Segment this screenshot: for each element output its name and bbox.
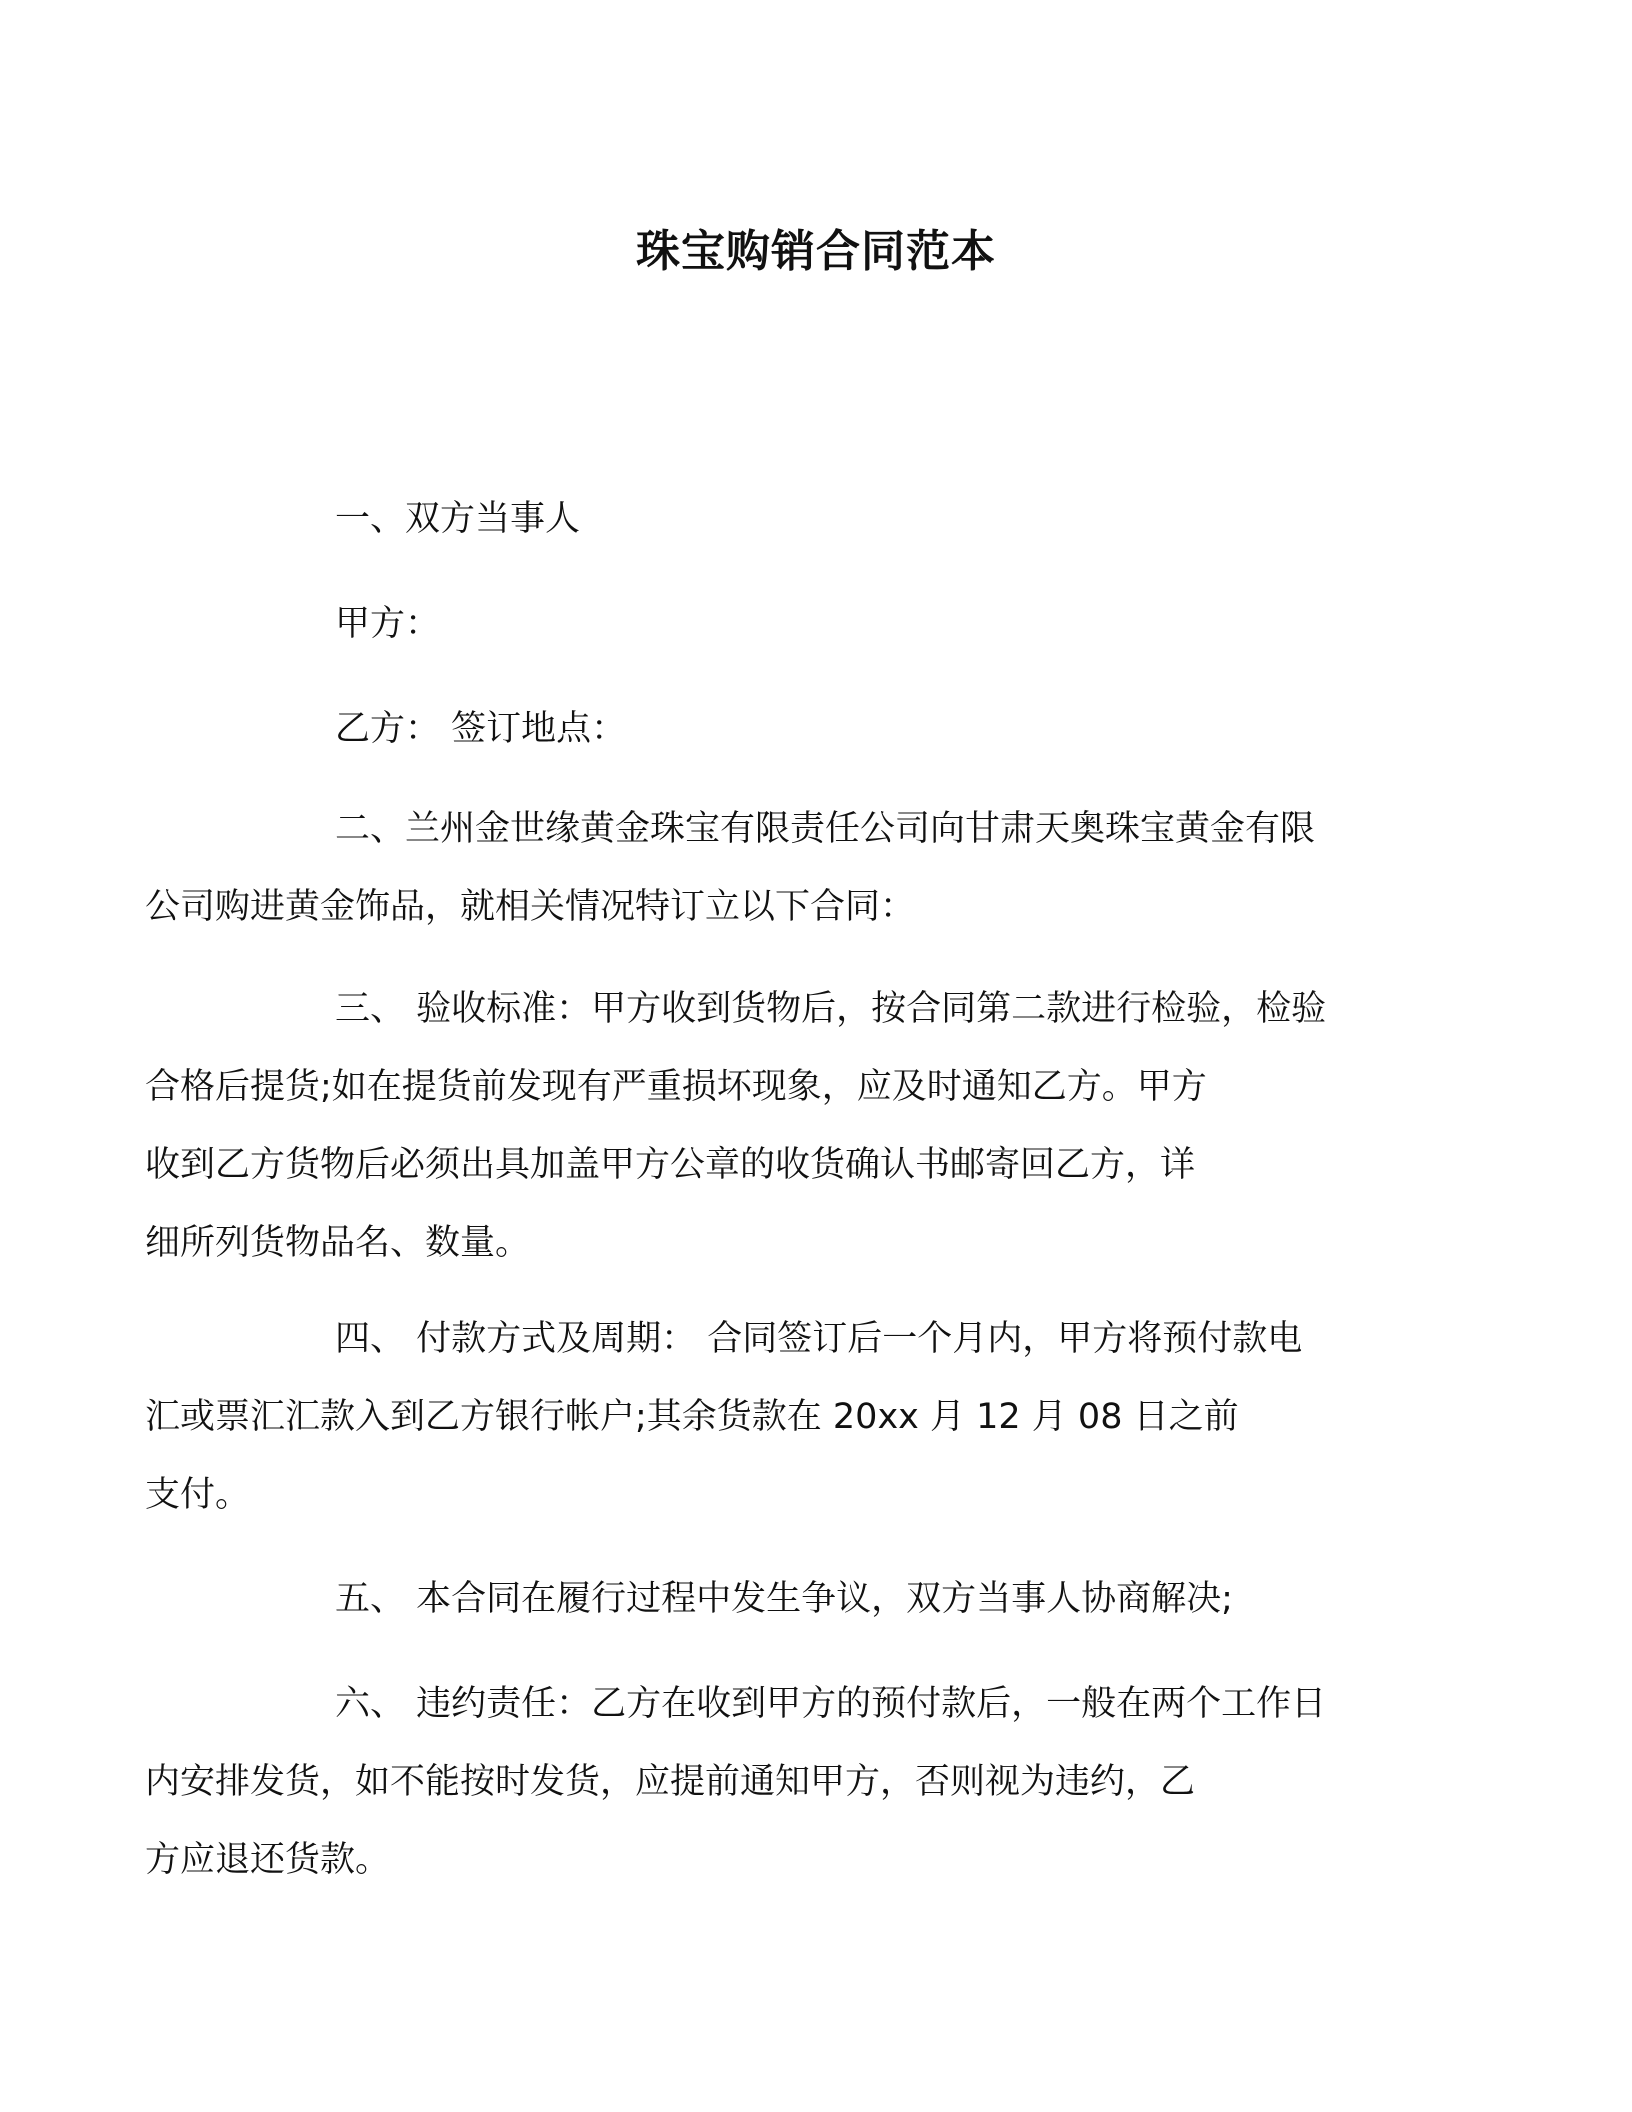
party-a: [240, 585, 1400, 663]
text-line: 一、双方当事人: [335, 499, 581, 539]
party-b-signing-place: [240, 690, 1400, 768]
clause-4-payment: [145, 1300, 1400, 1534]
text-line: 五、 本合同在履行过程中发生争议，双方当事人协商解决;: [335, 1579, 1233, 1619]
text-line: 公司购进黄金饰品，就相关情况特订立以下合同：: [145, 887, 916, 927]
section-parties-heading: [240, 480, 1400, 558]
text-line: 三、 验收标准：甲方收到货物后，按合同第二款进行检验，检验: [335, 989, 1327, 1029]
document-title: 珠宝购销合同范本: [636, 226, 996, 277]
text-line: 六、 违约责任：乙方在收到甲方的预付款后，一般在两个工作日: [335, 1684, 1327, 1724]
text-line: 合格后提货;如在提货前发现有严重损坏现象，应及时通知乙方。甲方: [145, 1067, 1207, 1107]
text-line: 方应退还货款。: [145, 1840, 391, 1880]
text-line: 四、 付款方式及周期： 合同签订后一个月内，甲方将预付款电: [335, 1319, 1303, 1359]
text-line: 汇或票汇汇款入到乙方银行帐户;其余货款在 20xx 月 12 月 08 日之前: [145, 1397, 1239, 1437]
text-line: 二、兰州金世缘黄金珠宝有限责任公司向甘肃天奥珠宝黄金有限: [335, 809, 1316, 849]
clause-5-dispute: [240, 1560, 1400, 1638]
text-line: 支付。: [145, 1475, 251, 1515]
text-line: 乙方： 签订地点：: [335, 709, 627, 749]
text-line: 内安排发货，如不能按时发货，应提前通知甲方，否则视为违约，乙: [145, 1762, 1196, 1802]
clause-3-acceptance: [145, 970, 1400, 1282]
clause-6-liability: [145, 1665, 1400, 1899]
clause-2: [145, 790, 1400, 946]
text-line: 细所列货物品名、数量。: [145, 1223, 531, 1263]
text-line: 收到乙方货物后必须出具加盖甲方公章的收货确认书邮寄回乙方，详: [145, 1145, 1196, 1185]
text-line: 甲方：: [335, 604, 441, 644]
